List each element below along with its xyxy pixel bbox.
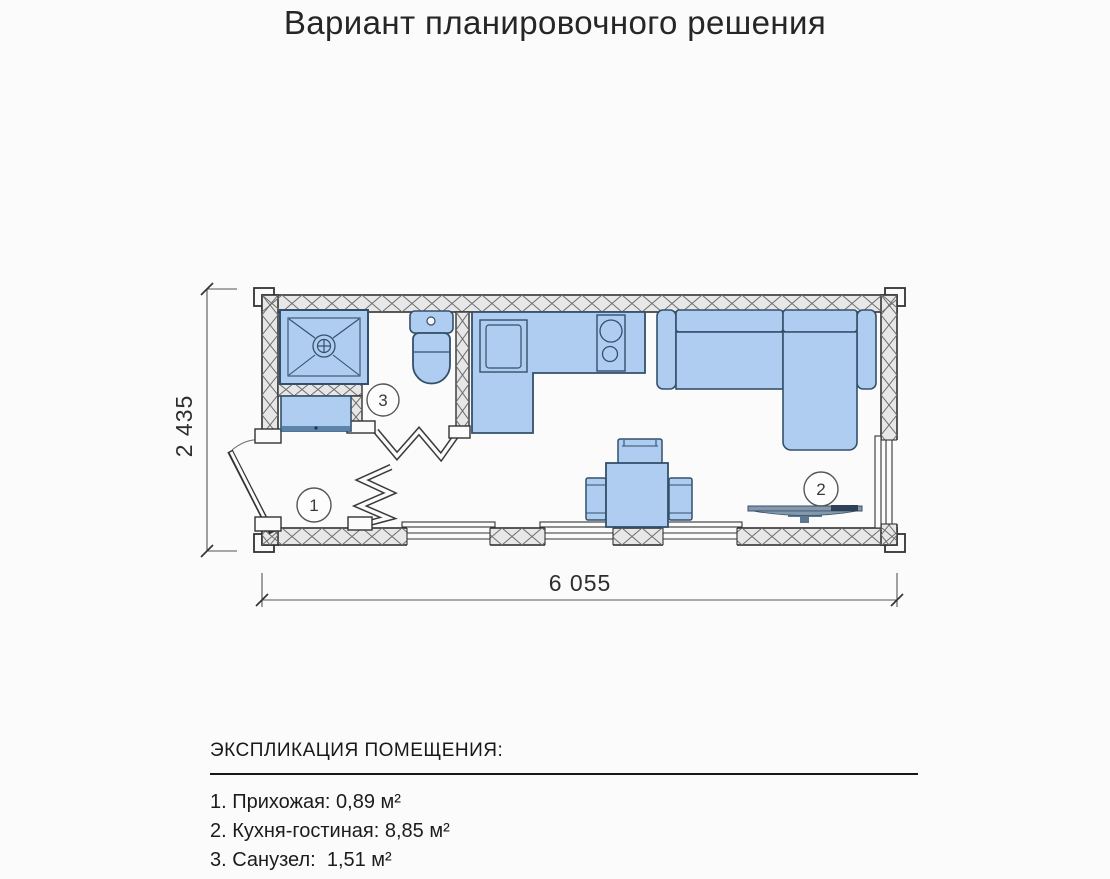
legend-list bbox=[210, 788, 920, 875]
legend-divider bbox=[210, 773, 918, 775]
sofa-chaise bbox=[783, 332, 857, 450]
room-label-1 bbox=[297, 488, 331, 522]
room-number-3: 3 bbox=[378, 391, 388, 410]
chair-left bbox=[586, 478, 606, 520]
tv-stand-leg bbox=[800, 517, 809, 523]
toilet-button bbox=[427, 317, 435, 325]
wall-cap bbox=[348, 517, 372, 530]
chair-top bbox=[618, 439, 662, 465]
room-label-3 bbox=[367, 384, 399, 416]
room-label-2 bbox=[804, 472, 838, 506]
legend-heading: ЭКСПЛИКАЦИЯ ПОМЕЩЕНИЯ: bbox=[210, 740, 504, 761]
room-number-1: 1 bbox=[309, 496, 319, 515]
tv-screen-dark bbox=[831, 505, 858, 511]
room-number-2: 2 bbox=[816, 480, 826, 499]
toilet bbox=[410, 311, 453, 384]
sofa-armrest-right bbox=[857, 310, 876, 389]
dim-width-text: 6 055 bbox=[548, 570, 612, 596]
shower bbox=[280, 310, 368, 384]
window-opening bbox=[545, 527, 613, 546]
sofa-back-right bbox=[783, 310, 857, 332]
right-window-opening bbox=[879, 440, 899, 524]
bathroom bbox=[280, 310, 453, 431]
sofa-seat bbox=[676, 332, 783, 389]
explication-legend bbox=[210, 740, 920, 875]
wall-cap bbox=[449, 426, 470, 438]
folding-doors bbox=[347, 421, 470, 530]
chair-right bbox=[669, 478, 692, 520]
sofa-armrest-left bbox=[657, 310, 676, 389]
bathroom-door-zigzag-inner bbox=[376, 431, 458, 457]
kitchen bbox=[472, 312, 645, 433]
toilet-bowl bbox=[413, 333, 450, 384]
wall-hatch bbox=[456, 312, 469, 428]
sofa-back-left bbox=[676, 310, 783, 332]
dining-set bbox=[586, 439, 692, 527]
page-title: Вариант планировочного решения bbox=[283, 4, 827, 41]
sofa bbox=[657, 310, 876, 450]
dim-height-text: 2 435 bbox=[171, 394, 197, 458]
legend-item-hallway: 1. Прихожая: 0,89 м² bbox=[210, 791, 401, 813]
dimension-width bbox=[256, 570, 903, 607]
door-jamb bbox=[255, 517, 281, 531]
washing-machine bbox=[281, 396, 351, 431]
dining-table bbox=[606, 463, 668, 527]
legend-item-bathroom: 3. Санузел: 1,51 м² bbox=[210, 849, 392, 871]
door-jamb bbox=[255, 429, 281, 443]
legend-item-kitchen-living: 2. Кухня-гостиная: 8,85 м² bbox=[210, 820, 450, 842]
window-opening bbox=[407, 527, 490, 546]
window-opening bbox=[663, 527, 737, 546]
entry-door-opening bbox=[260, 437, 280, 517]
tv-unit bbox=[748, 505, 862, 523]
dimension-height bbox=[171, 283, 237, 557]
floor-plan bbox=[150, 275, 950, 615]
